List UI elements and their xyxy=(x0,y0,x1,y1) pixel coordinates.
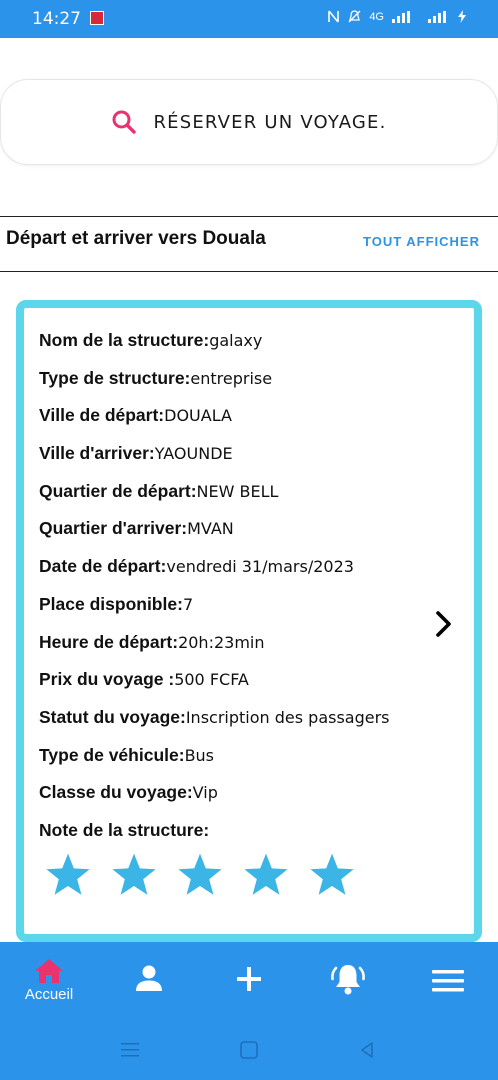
nav-notifications[interactable] xyxy=(318,942,378,1022)
menu-icon xyxy=(432,970,464,992)
recent-apps-icon[interactable] xyxy=(119,1040,141,1060)
trip-field-class: Classe du voyage:Vip xyxy=(39,782,218,803)
nav-profile[interactable] xyxy=(119,942,179,1022)
trip-field-vehicle-type: Type de véhicule:Bus xyxy=(39,744,215,765)
mute-bell-icon xyxy=(348,10,361,23)
nav-home[interactable] xyxy=(14,942,84,1022)
star-icon[interactable] xyxy=(308,852,356,898)
status-bar xyxy=(0,0,498,38)
trip-field-seats-available: Place disponible:7 xyxy=(39,593,194,614)
signal-icon xyxy=(392,11,420,23)
search-label: RÉSERVER UN VOYAGE. xyxy=(153,111,387,133)
trip-card[interactable] xyxy=(16,300,482,942)
signal-icon-2 xyxy=(428,11,450,23)
trip-field-rating-label: Note de la structure: xyxy=(39,819,210,840)
trip-field-departure-city: Ville de départ:DOUALA xyxy=(39,405,232,426)
trip-field-status: Statut du voyage:Inscription des passagers xyxy=(39,706,390,727)
star-icon[interactable] xyxy=(176,852,224,898)
system-nav-bar xyxy=(0,1022,498,1080)
status-time: 14:27 xyxy=(32,9,81,29)
home-icon xyxy=(34,958,64,984)
trip-field-arrival-city: Ville d'arriver:YAOUNDE xyxy=(39,443,233,464)
search-icon xyxy=(111,109,137,135)
home-system-icon[interactable] xyxy=(239,1040,259,1060)
star-icon[interactable] xyxy=(242,852,290,898)
plus-icon xyxy=(236,966,262,992)
nav-add[interactable] xyxy=(219,942,279,1022)
trip-field-structure-type: Type de structure:entreprise xyxy=(39,367,273,388)
nav-menu[interactable] xyxy=(418,942,478,1022)
nfc-icon xyxy=(327,10,340,23)
divider-top xyxy=(0,216,498,217)
star-icon[interactable] xyxy=(44,852,92,898)
divider-bottom xyxy=(0,271,498,272)
user-icon xyxy=(135,964,163,992)
network-type: 4G xyxy=(369,10,384,23)
bell-icon xyxy=(330,962,366,996)
trip-field-departure-date: Date de départ:vendredi 31/mars/2023 xyxy=(39,556,354,577)
trip-field-arrival-district: Quartier d'arriver:MVAN xyxy=(39,518,234,539)
see-all-button[interactable]: TOUT AFFICHER xyxy=(363,234,480,249)
trip-field-departure-district: Quartier de départ:NEW BELL xyxy=(39,480,279,501)
notification-app-icon xyxy=(90,11,104,25)
trip-fields xyxy=(39,322,390,850)
bottom-nav xyxy=(0,942,498,1022)
section-title: Départ et arriver vers Douala xyxy=(6,228,266,249)
trip-field-departure-time: Heure de départ:20h:23min xyxy=(39,631,265,652)
back-icon[interactable] xyxy=(357,1040,377,1060)
search-trip-button[interactable] xyxy=(0,79,498,165)
rating-stars xyxy=(44,852,356,898)
nav-home-label: Accueil xyxy=(24,986,74,1003)
status-icons xyxy=(327,10,466,23)
trip-field-structure-name: Nom de la structure:galaxy xyxy=(39,330,263,350)
charging-icon xyxy=(458,10,466,23)
trip-field-price: Prix du voyage :500 FCFA xyxy=(39,669,249,690)
chevron-right-icon[interactable] xyxy=(434,610,454,638)
star-icon[interactable] xyxy=(110,852,158,898)
